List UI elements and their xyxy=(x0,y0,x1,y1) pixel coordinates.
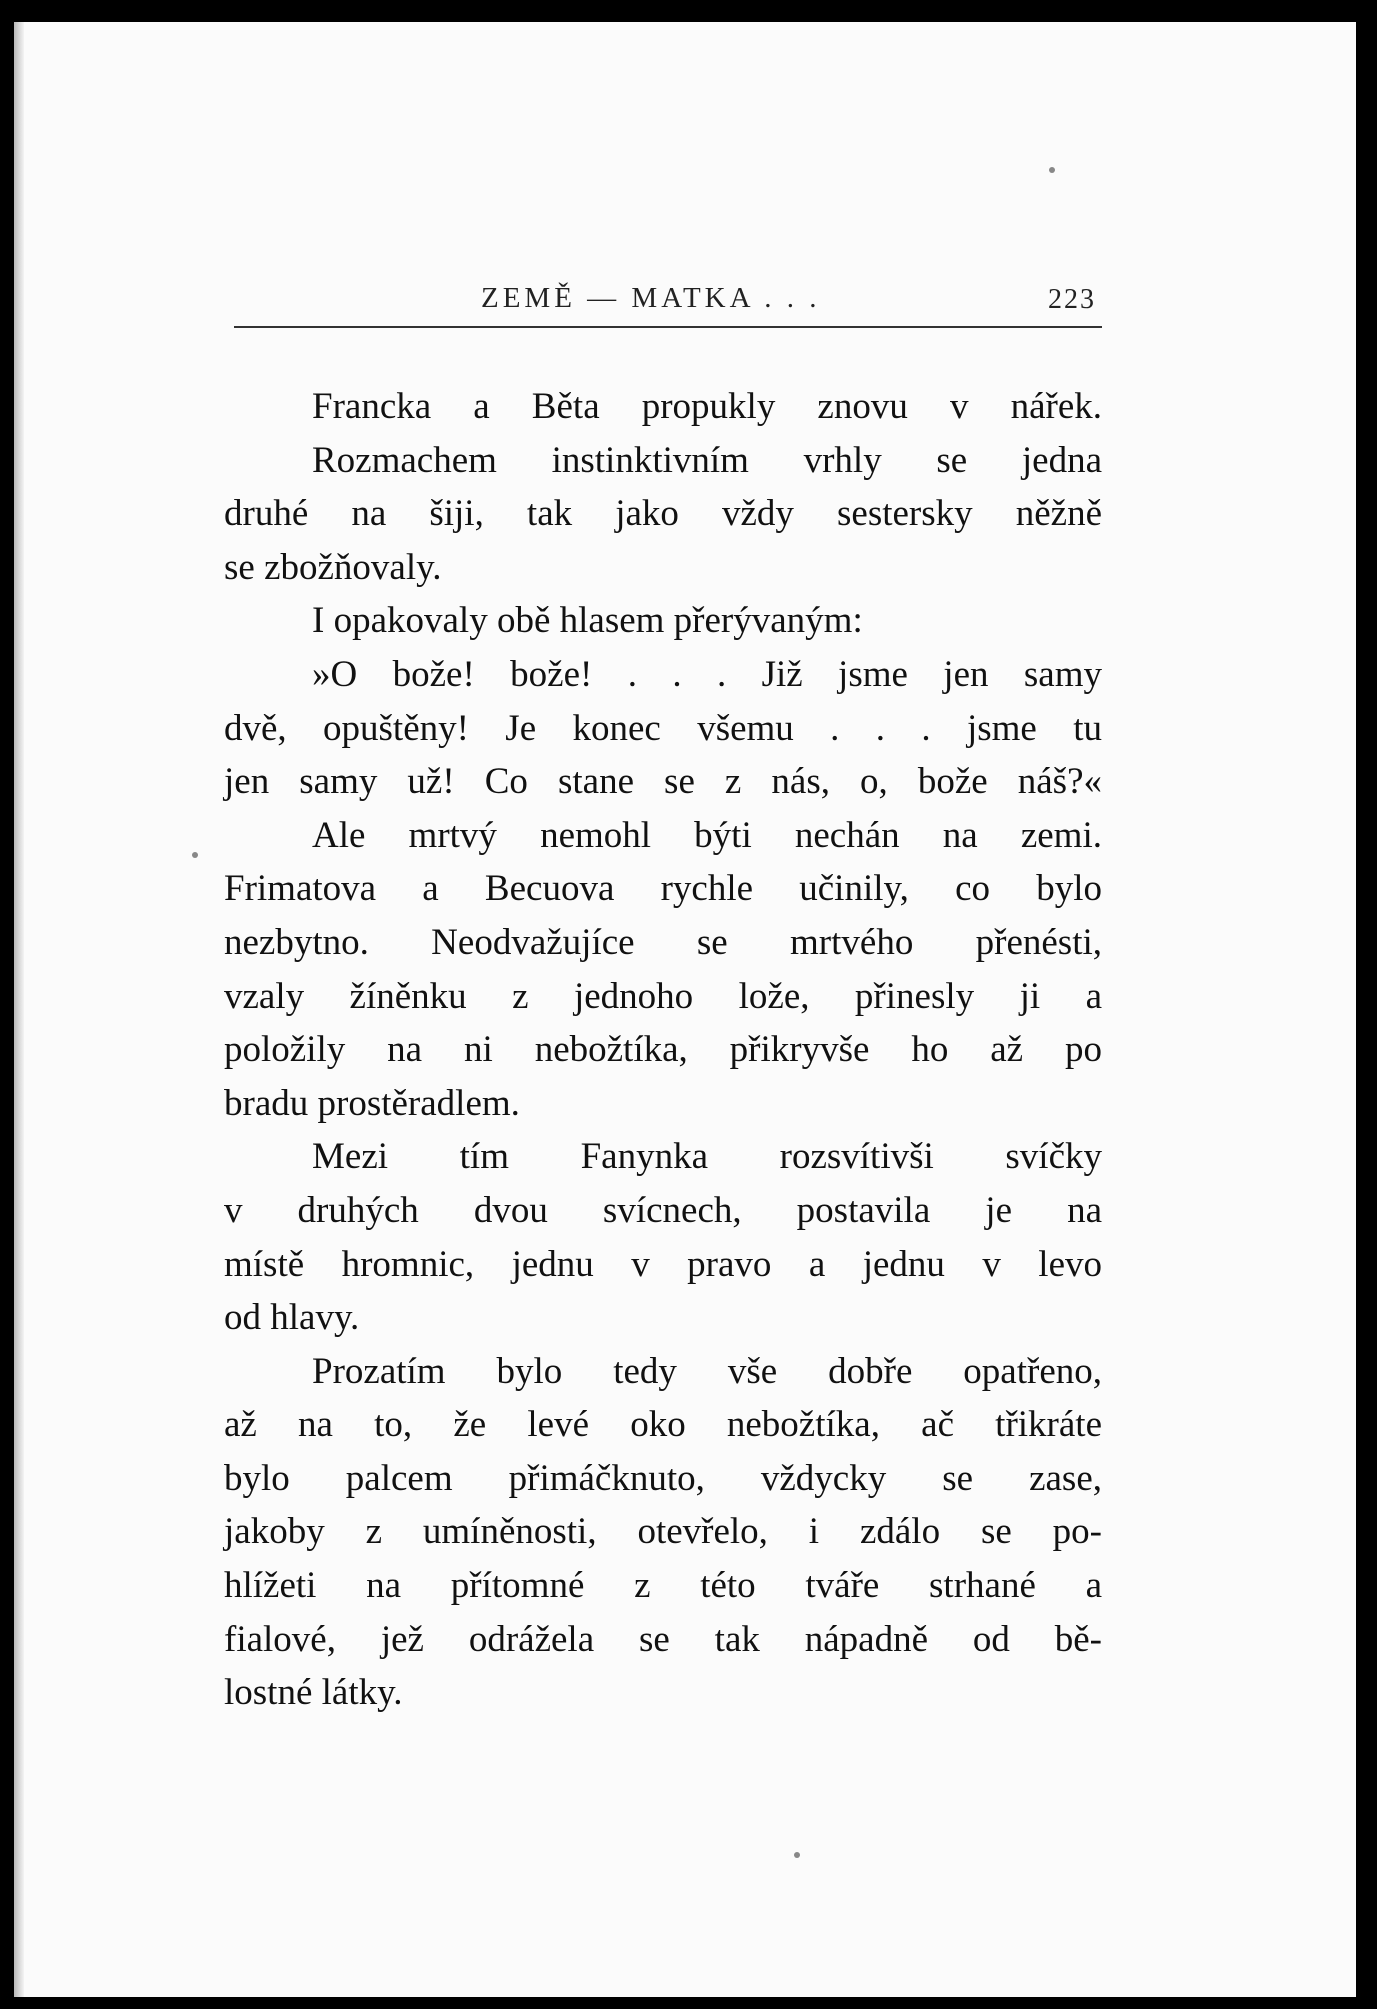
text-line: vzaly žíněnku z jednoho lože, přinesly ji a xyxy=(224,975,1102,1017)
running-head xyxy=(234,258,1102,318)
page-number: 223 xyxy=(1048,284,1096,315)
running-title: ZEMĚ — MATKA . . . xyxy=(481,282,821,314)
text-line: bradu prostěradlem. xyxy=(224,1082,520,1124)
text-line: hlížeti na přítomné z této tváře strhané a xyxy=(224,1565,1102,1607)
text-line: I opakovaly obě hlasem přerývaným: xyxy=(312,600,863,642)
paper-speck xyxy=(1049,167,1055,173)
page-edge-shadow xyxy=(14,22,24,1997)
book-page xyxy=(14,22,1356,1997)
text-line: Mezi tím Fanynka rozsvítivši svíčky xyxy=(312,1136,1102,1178)
text-line: se zbožňovaly. xyxy=(224,546,442,588)
text-line: bylo palcem přimáčknuto, vždycky se zase, xyxy=(224,1457,1102,1499)
text-line: od hlavy. xyxy=(224,1297,360,1339)
paper-speck xyxy=(794,1852,800,1858)
text-line: Rozmachem instinktivním vrhly se jedna xyxy=(312,439,1102,481)
body-text xyxy=(224,380,1102,1720)
text-line: v druhých dvou svícnech, postavila je na xyxy=(224,1189,1102,1231)
text-line: Frimatova a Becuova rychle učinily, co bylo xyxy=(224,868,1102,910)
text-line: Francka a Běta propukly znovu v nářek. xyxy=(312,386,1102,427)
text-line: až na to, že levé oko nebožtíka, ač třikráte xyxy=(224,1404,1102,1446)
text-line: fialové, jež odrážela se tak nápadně od bě- xyxy=(224,1618,1102,1660)
text-line: jakoby z umíněnosti, otevřelo, i zdálo se po- xyxy=(224,1511,1102,1553)
text-line: »O bože! bože! . . . Již jsme jen samy xyxy=(312,653,1102,695)
text-line: druhé na šiji, tak jako vždy sestersky něžně xyxy=(224,493,1102,535)
paper-speck xyxy=(192,852,198,858)
text-line: jen samy už! Co stane se z nás, o, bože náš?« xyxy=(224,761,1102,803)
text-line: dvě, opuštěny! Je konec všemu . . . jsme tu xyxy=(224,707,1102,749)
text-line: lostné látky. xyxy=(224,1672,403,1714)
text-line: místě hromnic, jednu v pravo a jednu v levo xyxy=(224,1243,1102,1285)
text-line: položily na ni nebožtíka, přikryvše ho až po xyxy=(224,1029,1102,1071)
header-rule xyxy=(234,326,1102,328)
text-line: nezbytno. Neodvažujíce se mrtvého přenésti, xyxy=(224,921,1102,963)
text-line: Ale mrtvý nemohl býti nechán na zemi. xyxy=(312,814,1102,856)
text-line: Prozatím bylo tedy vše dobře opatřeno, xyxy=(312,1350,1102,1392)
